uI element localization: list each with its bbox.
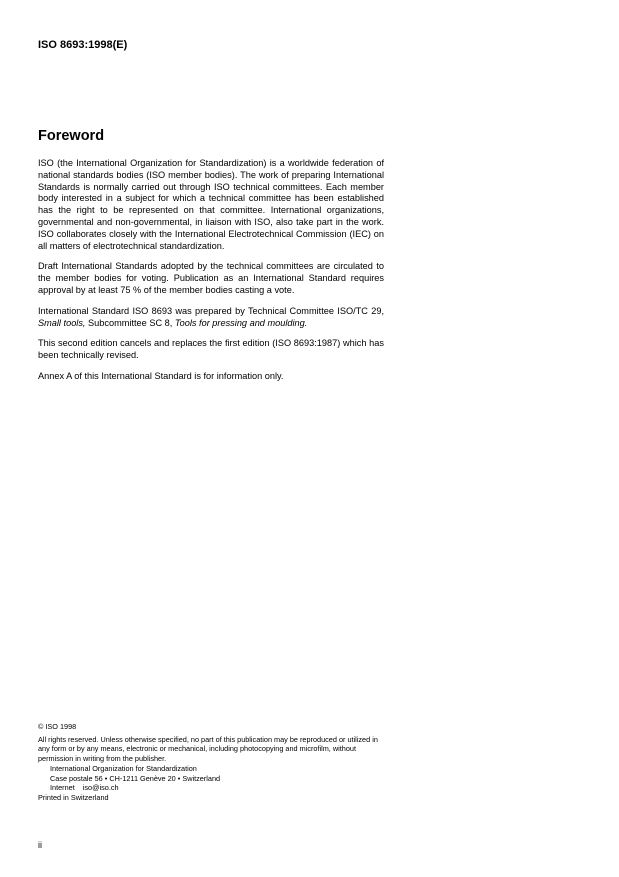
- page-title: Foreword: [38, 128, 105, 144]
- paragraph-5: Annex A of this International Standard is for information only.: [38, 370, 284, 381]
- internet-email: iso@iso.ch: [82, 783, 119, 793]
- organization-address: Case postale 56 • CH-1211 Genève 20 • Switzerland: [50, 773, 221, 783]
- paragraph-1: ISO (the International Organization for Standardization) is a worldwide federation of national standards bodies (ISO member bodies). The work of preparing International Standards is normally carried out through ISO technical committees. Each member body interested in a subject for which a technical committee has been established has the right to be represented on that committee. International organizations, governmental and non-governmental, in liaison with ISO, also take part in the work. ISO collaborates closely with the International Electrotechnical Commission (IEC) on all matters of electrotechnical standardization.: [38, 158, 384, 251]
- copyright-notice: © ISO 1998: [38, 722, 77, 731]
- subcommittee-title: Tools for pressing and moulding.: [174, 317, 308, 328]
- internet-label: Internet: [50, 783, 75, 793]
- foreword-body: [38, 158, 384, 392]
- paragraph-4: This second edition cancels and replaces the first edition (ISO 8693:1987) which has been technically revised.: [38, 338, 384, 361]
- organization-name: International Organization for Standardization: [50, 763, 197, 773]
- copyright-block: [38, 722, 388, 803]
- internet-contact: [38, 783, 388, 793]
- paragraph-2: Draft International Standards adopted by the technical committees are circulated to the member bodies for voting. Publication as an International Standard requires approval by at least 75 % of the member bodies casting a vote.: [38, 261, 384, 295]
- committee-title: Small tools,: [38, 317, 86, 328]
- paragraph-3-text-b: Subcommittee SC 8,: [85, 317, 175, 328]
- paragraph-3-text-a: International Standard ISO 8693 was prepared by Technical Committee ISO/TC 29,: [38, 305, 384, 316]
- document-id: ISO 8693:1998(E): [38, 39, 128, 51]
- rights-statement: All rights reserved. Unless otherwise specified, no part of this publication may be reproduced or utilized in any form or by any means, electronic or mechanical, including photocopying and microfilm, without permission in writing from the publisher.: [38, 734, 378, 764]
- page-number: ii: [38, 840, 42, 850]
- printed-in: Printed in Switzerland: [38, 792, 109, 802]
- paragraph-3: [38, 306, 384, 330]
